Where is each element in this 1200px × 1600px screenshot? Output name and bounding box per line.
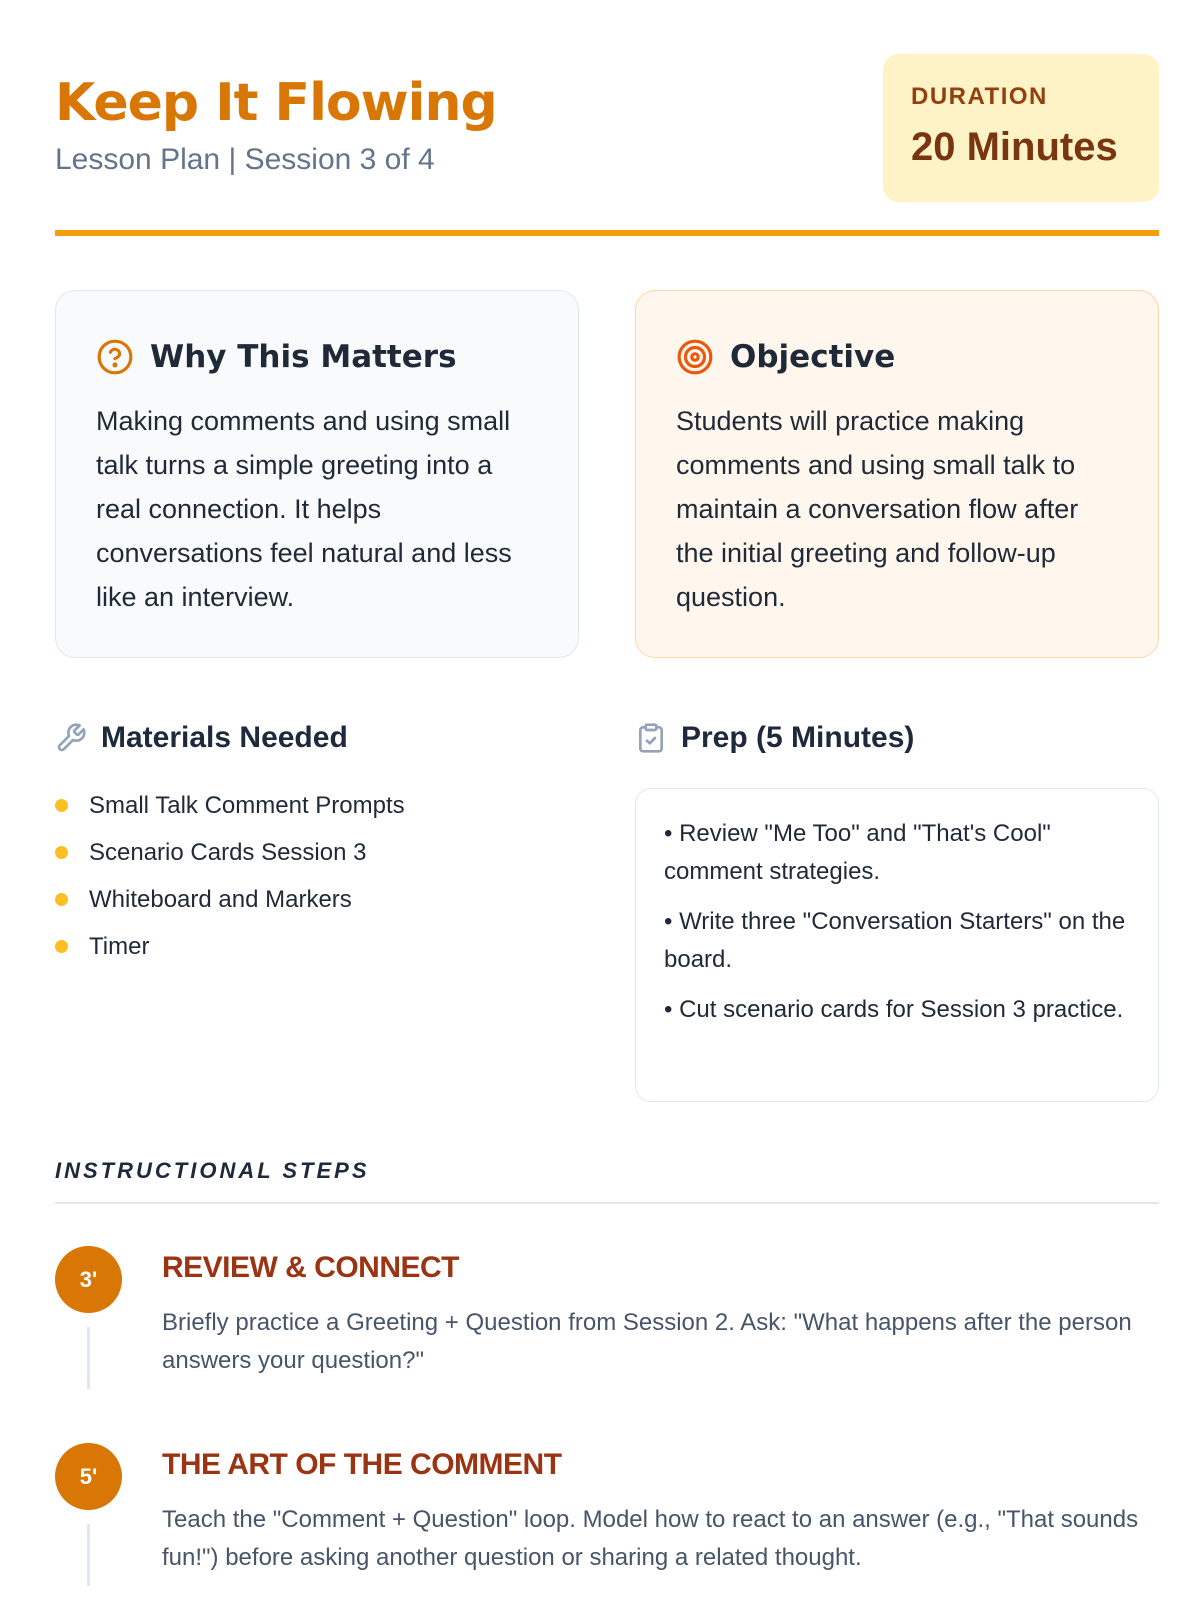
objective-card-header [676,335,1118,379]
clipboard-check-icon [635,722,667,754]
prep-title: Prep (5 Minutes) [681,721,915,754]
lesson-plan-page [55,0,1159,1571]
timeline-connector [87,1327,90,1389]
page-title: Keep It Flowing [55,73,497,133]
materials-title: Materials Needed [101,721,348,754]
question-circle-icon [96,338,134,376]
why-card-header [96,335,538,379]
why-this-matters-card [55,290,579,658]
divider [55,1202,1159,1204]
list-item [55,782,405,829]
objective-card-title: Objective [730,339,896,375]
prep-header [635,716,914,760]
material-label: Timer [89,932,150,960]
why-card-title: Why This Matters [150,339,457,375]
material-label: Small Talk Comment Prompts [89,791,405,819]
target-icon [676,338,714,376]
list-item [55,876,405,923]
page-subtitle: Lesson Plan | Session 3 of 4 [55,143,435,176]
prep-item: • Cut scenario cards for Session 3 practice. [664,996,1124,1023]
list-item [55,829,405,876]
bullet-dot [55,846,68,859]
timeline-connector [87,1524,90,1586]
bullet-dot [55,893,68,906]
materials-list [55,782,405,970]
objective-card [635,290,1159,658]
material-label: Whiteboard and Markers [89,885,352,913]
duration-label: DURATION [911,83,1048,110]
step-description: Teach the "Comment + Question" loop. Model how to react to an answer (e.g., "That sounds fun!") before asking another question or sharing a related thought. [162,1506,1139,1571]
bullet-dot [55,799,68,812]
instructional-steps-heading: INSTRUCTIONAL STEPS [55,1158,370,1183]
materials-header [55,716,348,760]
material-label: Scenario Cards Session 3 [89,838,367,866]
list-item [55,923,405,970]
wrench-icon [55,722,87,754]
objective-card-text: Students will practice making comments and using small talk to maintain a conversation flow after the initial greeting and follow-up question. [676,406,1079,612]
step-minutes-badge: 5' [55,1443,122,1510]
bullet-dot [55,940,68,953]
duration-value: 20 Minutes [911,125,1118,169]
prep-box [635,788,1159,1102]
step-minutes-badge: 3' [55,1246,122,1313]
why-card-text: Making comments and using small talk turns a simple greeting into a real connection. It helps conversations feel natural and less like an interview. [96,406,512,612]
prep-item: • Write three "Conversation Starters" on the board. [664,908,1126,973]
prep-item: • Review "Me Too" and "That's Cool" comment strategies. [664,820,1051,885]
header [55,0,1159,236]
step-description: Briefly practice a Greeting + Question from Session 2. Ask: "What happens after the person answers your question?" [162,1309,1132,1374]
step-title: REVIEW & CONNECT [162,1251,460,1284]
step-title: THE ART OF THE COMMENT [162,1448,562,1481]
duration-badge [883,54,1159,202]
